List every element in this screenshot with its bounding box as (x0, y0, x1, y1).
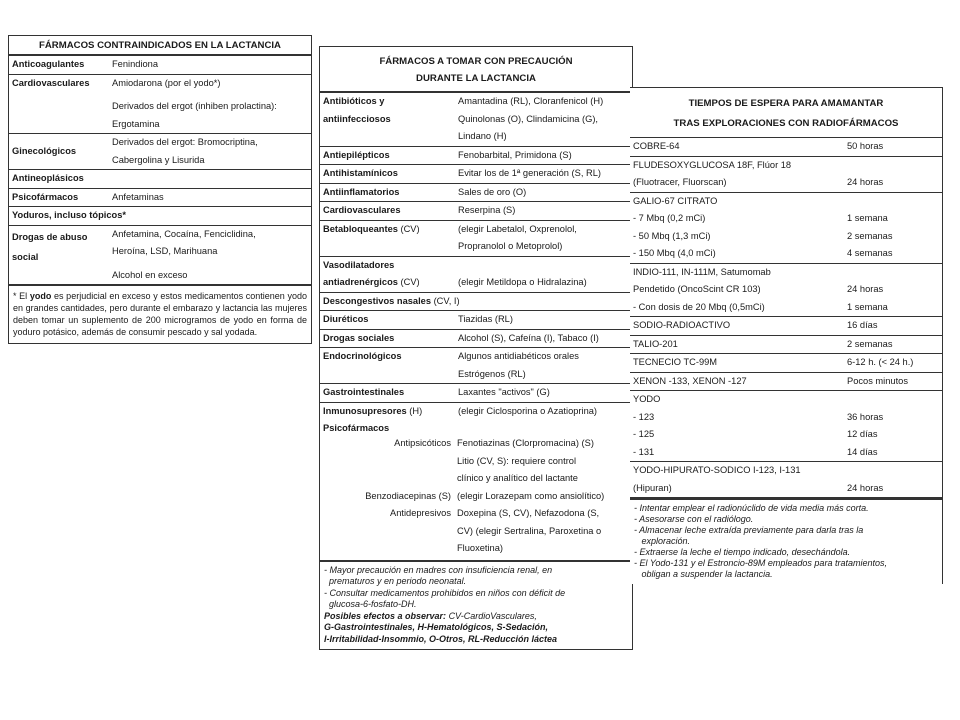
table-row (630, 391, 942, 409)
note-line: prematuros y en periodo neonatal. (324, 576, 467, 586)
precaution-notes (320, 560, 632, 650)
drug-list (108, 189, 311, 207)
waiting-time (843, 157, 942, 175)
table-row (320, 147, 632, 166)
table-row (630, 480, 942, 498)
drug-line: Estrógenos (RL) (458, 368, 526, 379)
waiting-times-table (630, 87, 943, 584)
drug-list (454, 147, 632, 165)
contraindicated-title: FÁRMACOS CONTRAINDICADOS EN LA LACTANCIA (9, 36, 311, 56)
possible-effects-lines (324, 622, 628, 645)
drug-line: Alcohol (S), Cafeína (I), Tabaco (I) (458, 332, 599, 343)
tracer-label: TECNECIO TC-99M (633, 357, 718, 367)
table-row (320, 165, 632, 184)
drug-line: Heroína, LSD, Marihuana (112, 246, 218, 256)
radiopharmaceutical-group (630, 264, 942, 318)
drug-list (454, 348, 632, 383)
psychotropic-class: Antipsicóticos (394, 438, 451, 448)
table-row (630, 264, 942, 282)
tracer-label: - 50 Mbq (1,3 mCi) (633, 230, 711, 241)
drug-list (454, 184, 632, 202)
category-label: Vasodilatadores antiadrenérgicos (CV) (323, 259, 420, 287)
drug-line: Alcohol en exceso (112, 269, 188, 280)
tracer-label: XENON -133, XENON -127 (633, 375, 747, 386)
tracer-label: - 150 Mbq (4,0 mCi) (633, 248, 716, 258)
category-label: Betabloqueantes (CV) (323, 223, 420, 234)
contraindicated-table (8, 35, 312, 344)
waiting-time (843, 193, 942, 211)
tracer-label: Pendetido (OncoScint CR 103) (633, 284, 761, 294)
contraindicated-rows (9, 56, 311, 284)
table-row (320, 384, 632, 403)
waiting-time: 2 semanas (847, 338, 893, 349)
radiopharmaceutical-group (630, 317, 942, 336)
drug-list (454, 221, 632, 256)
table-row (630, 228, 942, 246)
waiting-title: TIEMPOS DE ESPERA PARA AMAMANTAR TRAS EXPLORACIONES CON RADIOFÁRMACOS (630, 88, 942, 138)
radiopharmaceutical-group (630, 354, 942, 373)
drug-line: (elegir Metildopa o Hidralazina) (458, 277, 587, 287)
table-row (9, 189, 311, 208)
table-row (630, 336, 942, 354)
table-row (630, 462, 942, 480)
drug-list (108, 226, 311, 285)
drug-line: Litio (CV, S): requiere control (457, 455, 577, 466)
waiting-time: 6-12 h. (< 24 h.) (847, 357, 914, 367)
tracer-label: TALIO-201 (633, 338, 678, 349)
table-row (9, 75, 311, 135)
category-label: Endocrinológicos (323, 351, 402, 361)
category-label: Inmunosupresores (H) (323, 405, 423, 416)
category-label: Ginecológicos (12, 145, 77, 156)
drug-list (108, 75, 311, 134)
drug-list (108, 170, 311, 188)
psychotropic-title: Psicofármacos (323, 423, 390, 433)
table-row (320, 330, 632, 349)
psychotropic-row (323, 505, 629, 523)
table-row (630, 426, 942, 444)
waiting-time: Pocos minutos (847, 375, 908, 386)
effects-line: I-Irritabilidad-Insommio, O-Otros, RL-Reducción láctea (324, 633, 558, 644)
waiting-time (843, 264, 942, 282)
waiting-time: 12 días (847, 429, 878, 439)
psychotropic-class (323, 470, 457, 488)
radiopharmaceutical-group (630, 336, 942, 355)
psychotropic-class (323, 453, 457, 471)
table-row (320, 202, 632, 221)
note-line: - Asesorarse con el radiólogo. (634, 514, 754, 524)
waiting-time: 24 horas (847, 482, 884, 493)
drug-line: Sales de oro (O) (458, 186, 527, 197)
table-row (630, 193, 942, 211)
note-line: - Extraerse la leche el tiempo indicado, desechándola. (634, 547, 851, 557)
category-label: Antineoplásicos (12, 173, 84, 183)
note-line: - Mayor precaución en madres con insuficiencia renal, en (324, 564, 553, 575)
drug-line: Fluoxetina) (457, 543, 503, 553)
tracer-label: - 131 (633, 446, 655, 457)
waiting-time: 36 horas (847, 411, 884, 422)
table-row (630, 373, 942, 391)
drug-line: Evitar los de 1ª generación (S, RL) (458, 168, 601, 178)
table-row (630, 245, 942, 263)
note-line: - Almacenar leche extraída previamente para darla tras la (634, 525, 864, 535)
drug-list (454, 311, 632, 329)
drug-list (454, 165, 632, 183)
drug-line: Lindano (H) (458, 131, 507, 141)
drug-list (108, 56, 311, 74)
drug-line: Fenobarbital, Primidona (S) (458, 149, 572, 160)
psychotropic-row (323, 523, 629, 541)
tracer-label: - 125 (633, 429, 655, 439)
table-row (630, 210, 942, 228)
note-line: glucosa-6-fosfato-DH. (324, 599, 417, 609)
iodine-footnote: * El yodo es perjudicial en exceso y estos medicamentos contienen yodo en grandes cantidades, pero durante el embarazo y lactancia las mujeres deben tomar un suplemento de 200 microgramos de yodo en forma de yoduro potásico, además de consumir pescado y sal yodada. (13, 291, 307, 337)
table-row (320, 184, 632, 203)
category-label: Drogas de abuso social (12, 231, 88, 262)
category-label: Antiinflamatorios (323, 186, 400, 197)
table-row (630, 317, 942, 335)
radiopharmaceutical-group (630, 138, 942, 157)
drug-line: (elegir Labetalol, Oxprenolol, (458, 223, 577, 234)
category-label: Diuréticos (323, 314, 369, 324)
category-label: Cardiovasculares (323, 205, 401, 215)
note-line: - El Yodo-131 y el Estroncio-89M empleados para tratamientos, (634, 558, 887, 568)
waiting-time: 1 semana (847, 301, 888, 312)
possible-effects: Posibles efectos a observar: CV-CardioVasculares, (324, 610, 537, 621)
category-label: Gastrointestinales (323, 387, 405, 397)
drug-line: Fenindiona (112, 59, 159, 69)
category-label: Antiepilépticos (323, 149, 390, 160)
waiting-rows (630, 138, 942, 498)
drug-list (454, 93, 632, 146)
radiopharmaceutical-group (630, 391, 942, 462)
psychotropic-class: Benzodiacepinas (S) (365, 490, 451, 501)
drug-line: clínico y analítico del lactante (457, 473, 578, 483)
tracer-label: (Hipuran) (633, 482, 672, 493)
psychotropic-row (323, 488, 629, 506)
table-row (320, 93, 632, 147)
psychotropic-row (323, 540, 629, 558)
table-row (9, 207, 311, 226)
drug-line: (elegir Ciclosporina o Azatioprina) (458, 405, 598, 416)
table-row (630, 444, 942, 462)
drug-line: Reserpina (S) (458, 205, 516, 215)
tracer-label: - 7 Mbq (0,2 mCi) (633, 213, 706, 223)
table-row (9, 56, 311, 75)
category-label: Cardiovasculares (12, 77, 90, 88)
waiting-notes (630, 498, 942, 584)
tracer-label: GALIO-67 CITRATO (633, 195, 718, 206)
waiting-time (843, 391, 942, 409)
tracer-label: - Con dosis de 20 Mbq (0,5mCi) (633, 301, 765, 312)
tracer-label: COBRE-64 (633, 141, 680, 151)
waiting-time: 50 horas (847, 141, 884, 151)
drug-list (454, 384, 632, 402)
tracer-label: FLUDESOXYGLUCOSA 18F, Flúor 18 (633, 159, 792, 170)
waiting-time: 4 semanas (847, 248, 893, 258)
waiting-time: 2 semanas (847, 230, 893, 241)
drug-list (454, 403, 632, 421)
psychotropic-row (323, 470, 629, 488)
drug-line (112, 170, 311, 188)
radiopharmaceutical-group (630, 157, 942, 193)
tracer-label: - 123 (633, 411, 655, 422)
psychotropic-class (323, 523, 457, 541)
tracer-label: YODO-HIPURATO-SODICO I-123, I-131 (633, 465, 801, 475)
drug-line: Tiazidas (RL) (458, 314, 513, 324)
drug-line: Algunos antidiabéticos orales (458, 351, 579, 361)
drug-line (458, 257, 632, 275)
drug-line: Doxepina (S, CV), Nefazodona (S, (457, 508, 600, 518)
waiting-time: 16 días (847, 320, 878, 330)
precaution-table (319, 46, 633, 650)
waiting-time: 24 horas (847, 177, 884, 187)
waiting-time: 24 horas (847, 284, 884, 294)
category-label: Anticoagulantes (12, 59, 85, 69)
precaution-rows (320, 93, 632, 420)
drug-list (454, 257, 632, 292)
radiopharmaceutical-group (630, 462, 942, 498)
drug-line: Cabergolina y Lisurida (112, 154, 205, 165)
precaution-title: FÁRMACOS A TOMAR CON PRECAUCIÓN DURANTE LA LACTANCIA (320, 47, 632, 93)
table-row (320, 257, 632, 293)
waiting-time: 1 semana (847, 213, 888, 223)
waiting-time: 14 días (847, 446, 878, 457)
category-label: Antihistamínicos (323, 168, 398, 178)
category-label: Drogas sociales (323, 332, 395, 343)
tracer-label: INDIO-111, IN-111M, Satumomab (633, 266, 771, 277)
note-line: - Intentar emplear el radionúclido de vida media más corta. (634, 503, 869, 513)
drug-line: Derivados del ergot: Bromocriptina, (112, 137, 258, 147)
psychotropic-class (323, 540, 457, 558)
table-row (320, 311, 632, 330)
drug-line: Ergotamina (112, 118, 160, 129)
psychotropic-section (320, 420, 632, 560)
table-row (320, 348, 632, 384)
table-row (9, 170, 311, 189)
table-row (630, 138, 942, 156)
table-row (320, 403, 632, 421)
radiopharmaceutical-group (630, 193, 942, 264)
note-line: obligan a suspender la lactancia. (634, 569, 773, 579)
table-row (9, 226, 311, 285)
drug-line: Anfetaminas (112, 191, 164, 202)
psychotropic-list (323, 435, 629, 558)
drug-line: Quinolonas (O), Clindamicina (G), (458, 113, 599, 124)
contraindicated-footnote-row (9, 284, 311, 343)
drug-line: Derivados del ergot (inhiben prolactina): (112, 101, 277, 111)
table-row (630, 409, 942, 427)
note-line: - Consultar medicamentos prohibidos en niños con déficit de (324, 587, 566, 598)
psychotropic-row (323, 453, 629, 471)
radiopharmaceutical-group (630, 373, 942, 392)
drug-line: (elegir Lorazepam como ansiolítico) (457, 490, 605, 501)
table-row (320, 293, 632, 312)
table-row (630, 174, 942, 192)
psychotropic-class: Antidepresivos (390, 508, 451, 518)
drug-line: Anfetamina, Cocaína, Fenciclidina, (112, 228, 256, 239)
table-row (630, 281, 942, 299)
category-label: Antibióticos y antiinfecciosos (323, 96, 391, 124)
drug-line: Propranolol o Metoprolol) (458, 241, 563, 251)
category-label: Yoduros, incluso tópicos* (12, 210, 126, 220)
precaution-notes-list (324, 565, 628, 611)
tracer-label: YODO (633, 394, 661, 404)
note-line: exploración. (634, 536, 691, 546)
drug-line: CV) (elegir Sertralina, Paroxetina o (457, 525, 602, 536)
table-row (630, 157, 942, 175)
drug-line: Amantadina (RL), Cloranfenicol (H) (458, 96, 604, 106)
tracer-label: (Fluotracer, Fluorscan) (633, 177, 727, 187)
drug-line: Amiodarona (por el yodo*) (112, 77, 221, 88)
category-label: Psicofármacos (12, 191, 79, 202)
effects-line: G-Gastrointestinales, H-Hematológicos, S-Sedación, (324, 622, 549, 632)
psychotropic-row (323, 435, 629, 453)
waiting-time (843, 462, 942, 480)
table-row (630, 299, 942, 317)
drug-line: Laxantes "activos" (G) (458, 387, 550, 397)
tracer-label: SODIO-RADIOACTIVO (633, 320, 731, 330)
drug-list (454, 330, 632, 348)
table-row (320, 221, 632, 257)
drug-list (454, 202, 632, 220)
drug-list (108, 134, 311, 169)
table-row (9, 134, 311, 170)
drug-line: Fenotiazinas (Clorpromacina) (S) (457, 438, 594, 448)
table-row (630, 354, 942, 372)
category-label: Descongestivos nasales (CV, I) (323, 295, 460, 306)
